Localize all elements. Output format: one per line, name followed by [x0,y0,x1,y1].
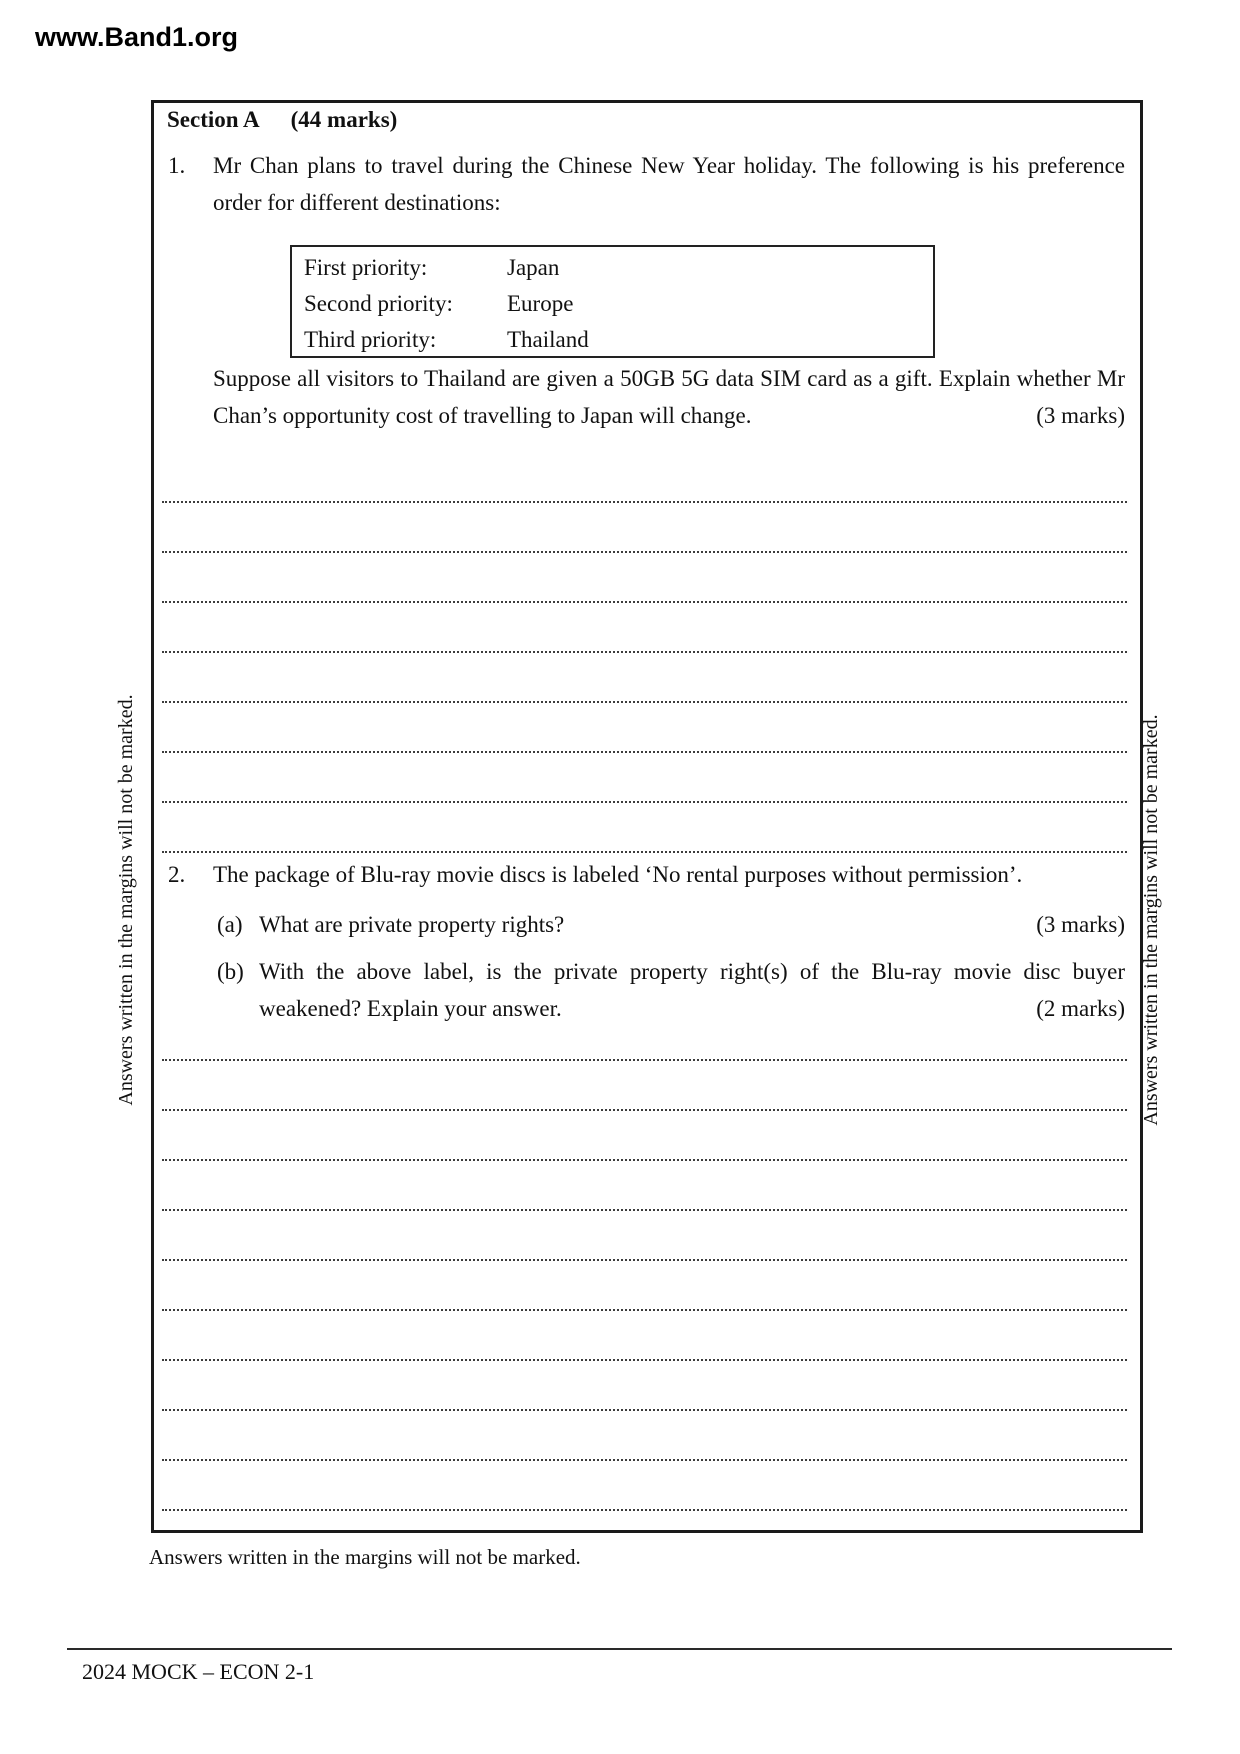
priority-label: Third priority: [304,327,437,352]
priority-value: Thailand [507,327,589,352]
answer-lines-q1 [162,453,1127,853]
answer-line [162,1011,1127,1061]
section-title: Section A [167,107,260,132]
answer-line [162,1311,1127,1361]
answer-line [162,453,1127,503]
answer-line [162,1111,1127,1161]
left-margin-note: Answers written in the margins will not be marked. [115,694,137,1106]
answer-line [162,1461,1127,1511]
question-2b-marks: (2 marks) [1036,996,1125,1021]
footer-code: 2024 MOCK – ECON 2-1 [82,1659,315,1684]
priority-label: Second priority: [304,291,453,316]
answer-line [162,1061,1127,1111]
section-marks: (44 marks) [290,107,398,132]
answer-lines-q2 [162,1011,1127,1511]
section-header [167,107,397,133]
question-1-prompt [213,360,1125,434]
question-2a-body [259,906,1125,943]
exam-content-box [151,100,1143,1533]
preference-table [290,245,935,358]
question-1 [168,147,1125,221]
answer-line [162,603,1127,653]
answer-line [162,1161,1127,1211]
question-2b-text: With the above label, is the private property right(s) of the Blu-ray movie disc buyer weakened? Explain your answer. [259,959,1125,1021]
table-row [304,286,933,322]
answer-line [162,753,1127,803]
answer-line [162,1411,1127,1461]
priority-value: Japan [507,255,560,280]
question-1-marks: (3 marks) [1036,403,1125,428]
answer-line [162,553,1127,603]
question-2a-label: (a) [217,912,243,937]
footer-rule [67,1648,1172,1650]
answer-line [162,1261,1127,1311]
answer-line [162,803,1127,853]
right-margin-note: Answers written in the margins will not be marked. [1140,714,1162,1126]
question-2-intro: The package of Blu-ray movie discs is labeled ‘No rental purposes without permission’. [213,862,1023,887]
question-1-number: 1. [168,153,186,178]
priority-value: Europe [507,291,574,316]
answer-line [162,703,1127,753]
question-2a [217,906,1125,943]
question-2a-text: What are private property rights? [259,912,565,937]
priority-label: First priority: [304,255,428,280]
answer-line [162,1211,1127,1261]
question-2b-label: (b) [217,959,244,984]
question-2 [168,856,1125,893]
question-2-number: 2. [168,862,186,887]
answer-line [162,503,1127,553]
bottom-margin-note: Answers written in the margins will not be marked. [149,1545,581,1569]
answer-line [162,1361,1127,1411]
answer-line [162,653,1127,703]
question-1-prompt-text: Suppose all visitors to Thailand are given a 50GB 5G data SIM card as a gift. Explain whether Mr Chan’s opportunity cost of travelling to Japan will change. [213,366,1125,428]
table-row [304,250,933,286]
question-1-intro: Mr Chan plans to travel during the Chinese New Year holiday. The following is his preference order for different destinations: [213,153,1125,215]
question-2a-marks: (3 marks) [1036,912,1125,937]
table-row [304,322,933,358]
site-title: www.Band1.org [35,22,239,52]
